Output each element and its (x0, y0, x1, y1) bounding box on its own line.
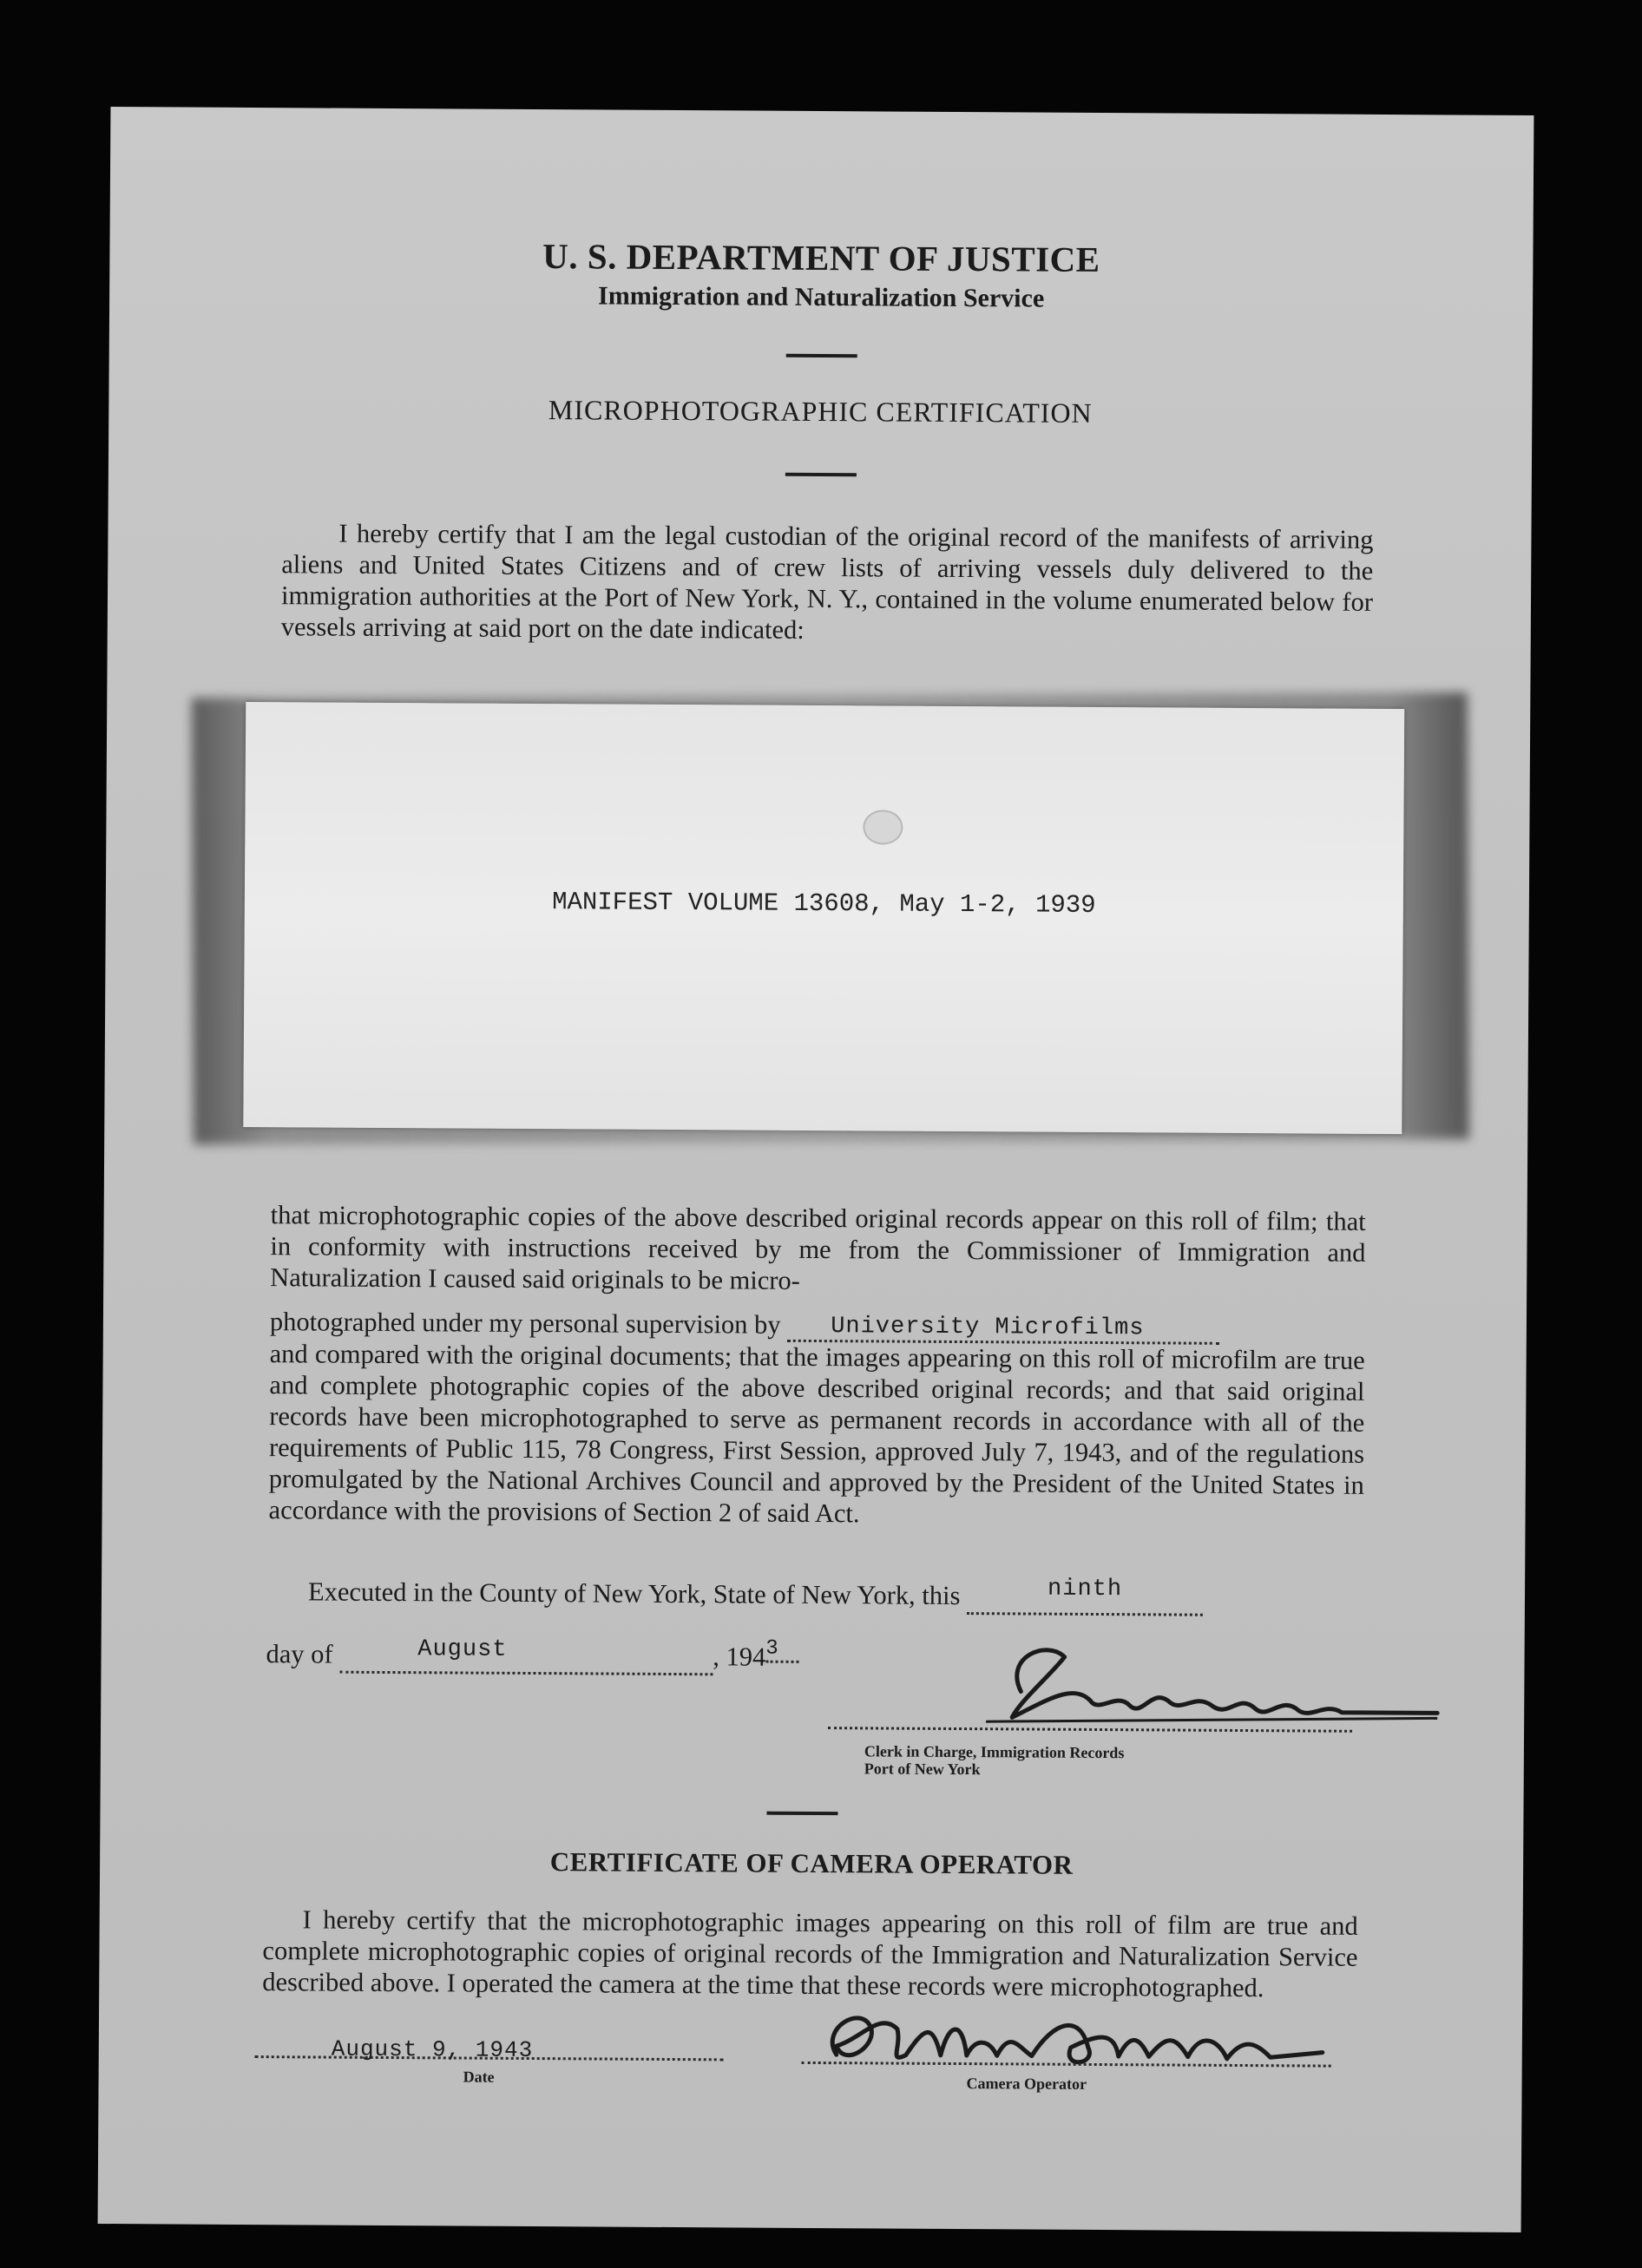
executed-month-field (339, 1636, 713, 1676)
filmed-by-field (787, 1308, 1219, 1345)
camera-operator-title: CERTIFICATE OF CAMERA OPERATOR (549, 1846, 1074, 1880)
year-prefix: 194 (726, 1642, 766, 1672)
day-of-label: day of (266, 1639, 333, 1669)
filmed-by-value: University Microfilms (831, 1314, 1145, 1342)
clerk-title-line1: Clerk in Charge, Immigration Records (864, 1742, 1125, 1762)
year-digit: 3 (765, 1637, 798, 1663)
divider (786, 354, 857, 358)
certification-title: MICROPHOTOGRAPHIC CERTIFICATION (548, 394, 1093, 429)
camera-operator-signature (802, 1994, 1341, 2088)
divider (766, 1812, 837, 1816)
operator-label: Camera Operator (966, 2075, 1087, 2093)
executed-line (308, 1576, 1203, 1616)
executed-day-value: ninth (1048, 1576, 1123, 1603)
manifest-volume-card (243, 702, 1404, 1134)
day-of-line: day of August , 1943 (266, 1639, 798, 1676)
operator-date-value: August 9, 1943 (331, 2035, 534, 2064)
divider (785, 473, 857, 477)
executed-day-field (967, 1576, 1203, 1616)
department-heading: U. S. DEPARTMENT OF JUSTICE (542, 236, 1100, 279)
camera-operator-statement: I hereby certify that the microphotographic images appearing on this roll of film are true and complete microphotographic copies of original records of the Immigration and Naturalization Service described above. I operated the camera at the time that these records were microphotographed. (262, 1904, 1358, 2003)
certification-body-part3: and compared with the original documents; that the images appearing on this roll of microfilm are true and complete photographic copies of the above described original records; and that said original records have been microphotographed to serve as permanent records in accordance with all of the requirements of Public 115, 78 Congress, First Session, approved July 7, 1943, and of the regulations promulgated by the National Archives Council and approved by the President of the United States in accordance with the provisions of Section 2 of said Act. (268, 1339, 1365, 1529)
executed-month-value: August (417, 1636, 508, 1663)
certificate-page (98, 107, 1534, 2232)
card-punch-mark (863, 810, 903, 844)
date-label: Date (463, 2068, 495, 2086)
supervision-prefix: photographed under my personal supervision by (269, 1307, 781, 1340)
custodian-statement: I hereby certify that I am the legal custodian of the original record of the manifests of arriving aliens and United States Citizens and of crew lists of arriving vessels duly delivered to the immigration authorities at the Port of New York, N. Y., contained in the volume enumerated below for vessels arriving at said port on the date indicated: (280, 518, 1374, 645)
clerk-signature (969, 1639, 1455, 1741)
executed-prefix: Executed in the County of New York, State of New York, this (307, 1576, 961, 1611)
service-subheading: Immigration and Naturalization Service (597, 281, 1045, 313)
manifest-volume-label: MANIFEST VOLUME 13608, May 1-2, 1939 (552, 888, 1096, 920)
certification-body-part1: that microphotographic copies of the above described original records appear on this roll of film; that in conformity with instructions received by me from the Commissioner of Immigration and Naturalization I caused said originals to be micro- (270, 1200, 1366, 1295)
clerk-title-line2: Port of New York (864, 1760, 981, 1779)
